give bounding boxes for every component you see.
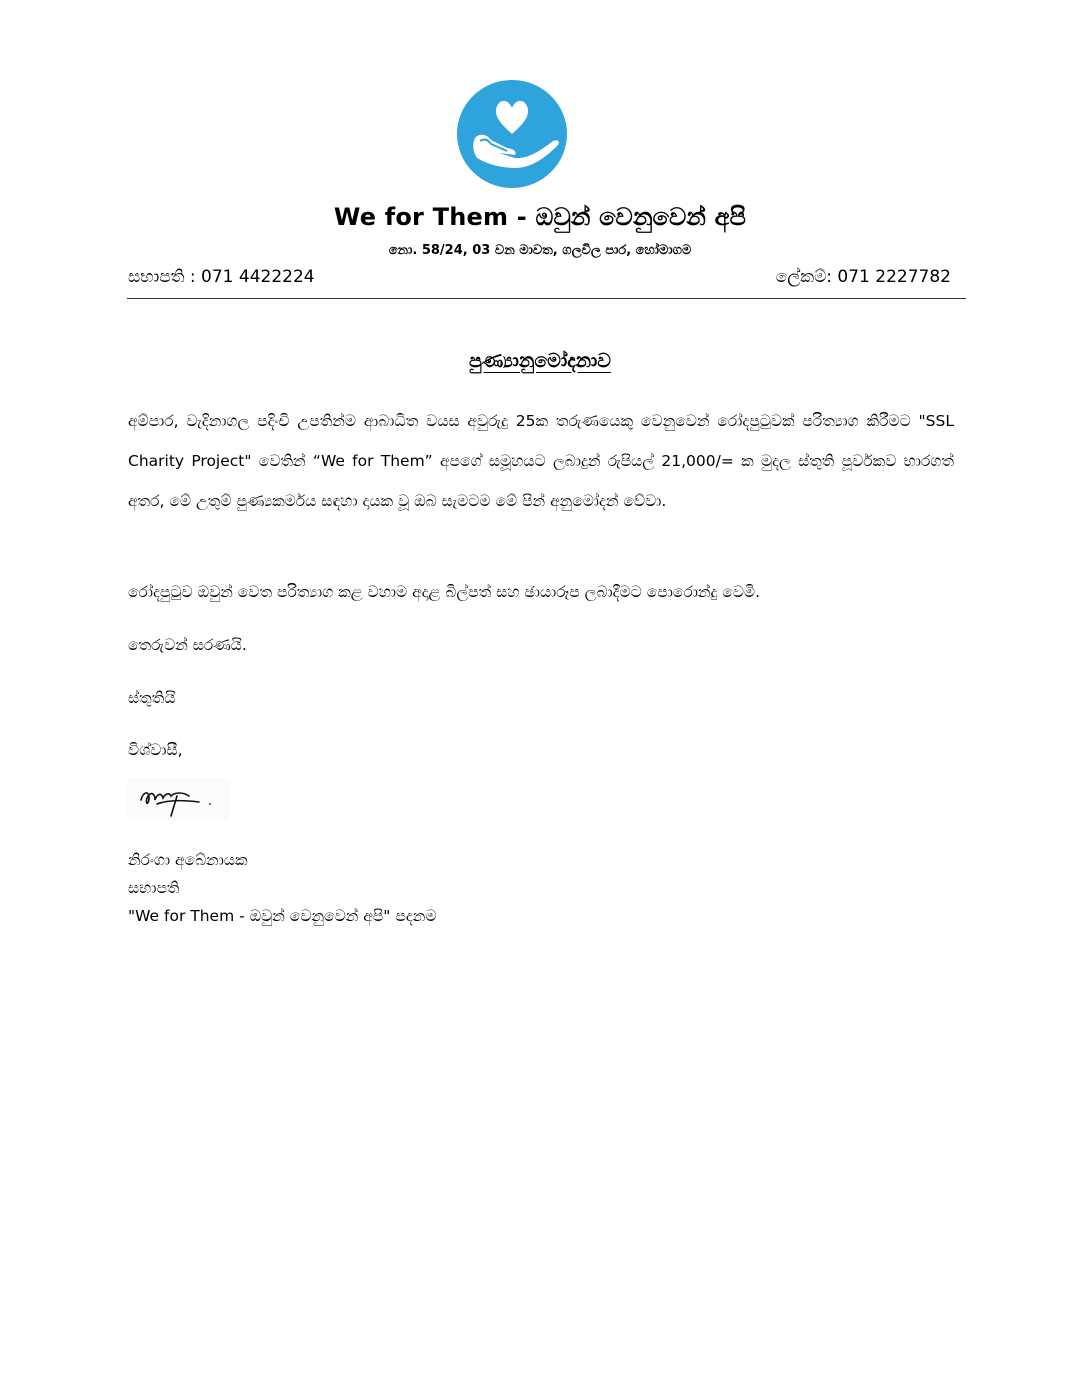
signer-name: නිරංගා අබේනායක <box>128 851 248 869</box>
signature-image <box>127 778 229 820</box>
contact-row <box>128 267 951 291</box>
signer-position: සභාපති <box>128 879 180 897</box>
closing-thanks: ස්තුතියි <box>128 689 176 707</box>
closing-blessing: තෙරුවන් සරණයි. <box>128 636 247 654</box>
organization-address: නො. 58/24, 03 වන මාවත, ගලවිල පාර, හෝමාගම <box>388 243 692 258</box>
closing-faithfully: විශ්වාසී, <box>128 741 183 759</box>
header-divider <box>127 298 966 299</box>
signer-block <box>128 846 436 930</box>
letter-paragraph-2: රෝදපුටුව ඔවුන් වෙත පරිත්‍යාග කළ වහාම අදාළ බිල්පත් සහ ඡායාරූප ලබාදීමට පොරොන්දු වෙමි. <box>128 583 761 601</box>
organization-name: We for Them - ඔවුන් වෙනුවෙන් අපි <box>333 203 747 231</box>
letter-title: පුණ්‍යානුමෝදනාව <box>469 350 611 372</box>
letter-paragraph-1: අම්පාර, වැදිනාගල පදිංචි උපතින්ම ආබාධිත වයස අවුරුදු 25ක තරුණයෙකු වෙනුවෙන් රෝදපුටුවක් පරිත්‍යාග කිරීමට "SSL Charity Project" වෙතින් “We for Them” අපගේ සමූහයට ලබාදුන් රුපියල් 21,000/= ක මුදල ස්තුති පූර්වකව භාරගත් අතර, මේ උතුම් පුණ්‍යකර්මය සඳහා දායක වූ ඔබ සැමටම මේ පින් අනුමෝදන් වේවා. <box>128 412 954 510</box>
secretary-contact: ලේකම්: 071 2227782 <box>775 267 951 287</box>
chairman-contact: සභාපති : 071 4422224 <box>128 267 315 287</box>
signer-organization: "We for Them - ඔවුන් වෙනුවෙන් අපි" පදනම <box>128 907 437 925</box>
heart-in-hand-icon <box>455 78 570 190</box>
